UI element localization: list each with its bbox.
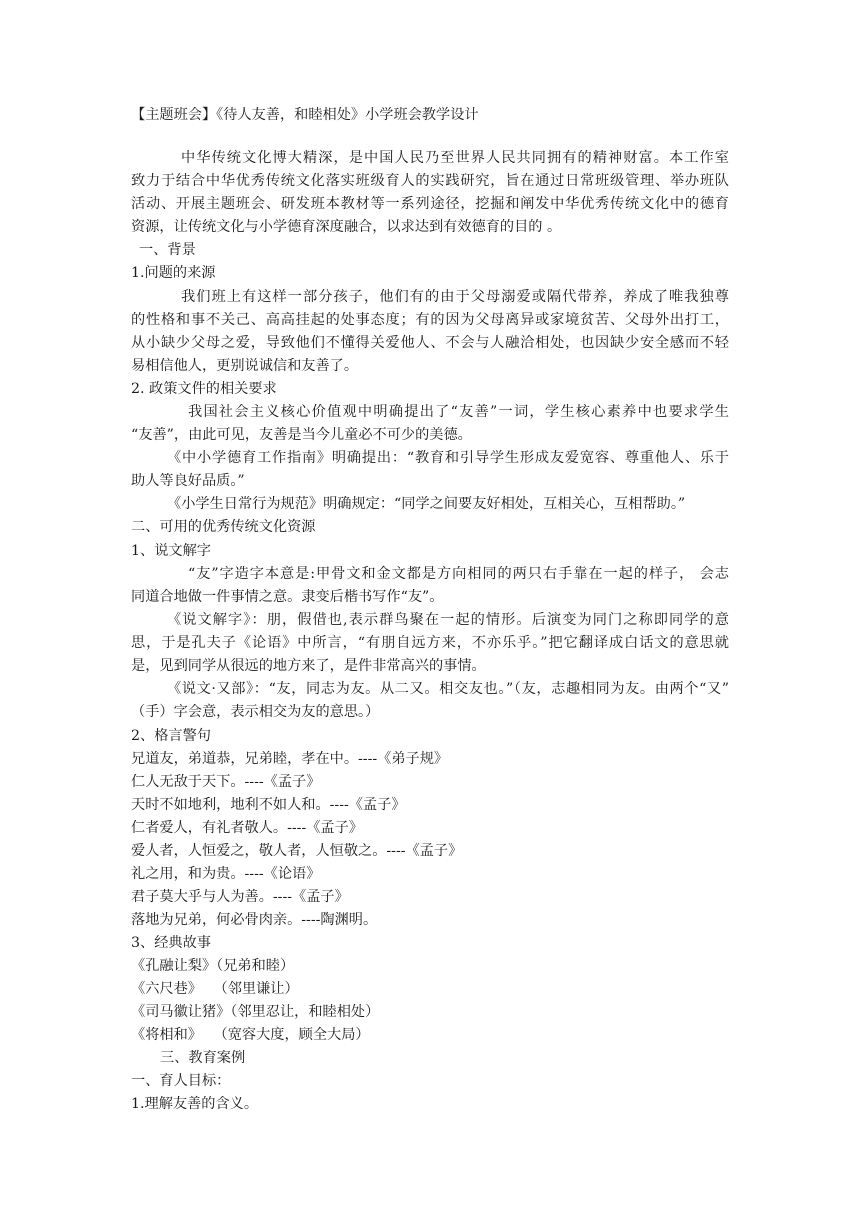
paragraph-line: 我国社会主义核心价值观中明确提出了“友善”一词，学生核心素养中也要求学生: [188, 404, 729, 420]
intro-line: 致力于结合中华优秀传统文化落实班级育人的实践研究，旨在通过日常班级管理、举办班队: [131, 173, 729, 189]
subsection-heading: 1.问题的来源: [131, 265, 216, 281]
quote-line: 兄道友，弟道恭，兄弟睦，孝在中。----《弟子规》: [131, 751, 449, 767]
paragraph-line: 我们班上有这样一部分孩子，他们有的由于父母溺爱或隔代带养，养成了唯我独尊: [181, 289, 729, 305]
document-title: 【主题班会】《待人友善，和睦相处》小学班会教学设计: [131, 107, 479, 123]
intro-line: 资源，让传统文化与小学德育深度融合，以求达到有效德育的目的 。: [131, 219, 562, 235]
subsection-heading: 2、格言警句: [131, 728, 211, 744]
subsection-heading: 3、经典故事: [131, 935, 211, 951]
paragraph-line: 的性格和事不关己、高高挂起的处事态度；有的因为父母离异或家境贫苦、父母外出打工，: [131, 312, 729, 328]
subsection-heading: 2. 政策文件的相关要求: [131, 381, 277, 397]
story-line: 《孔融让梨》（兄弟和睦）: [131, 958, 295, 974]
paragraph-line: 思，于是孔夫子《论语》中所言，“有朋自远方来，不亦乐乎。”把它翻译成白话文的意思就: [131, 635, 729, 651]
paragraph-line: 助人等良好品质。”: [131, 473, 245, 489]
quote-line: 天时不如地利，地利不如人和。----《孟子》: [131, 797, 406, 813]
paragraph-line: 易相信他人，更别说诚信和友善了。: [131, 358, 359, 374]
paragraph-line: （手）字会意，表示相交为友的意思。）: [131, 704, 380, 720]
paragraph-line: 从小缺少父母之爱，导致他们不懂得关爱他人、不会与人融洽相处，也因缺少安全感而不轻: [131, 335, 729, 351]
section-heading: 二、可用的优秀传统文化资源: [131, 519, 316, 535]
paragraph-line: 《说文·又部》：“友，同志为友。从二又。相交友也。”（友，志趣相同为友。由两个“又”: [167, 681, 729, 697]
story-line: 《司马徽让猪》（邻里忍让，和睦相处）: [131, 1004, 380, 1020]
quote-line: 落地为兄弟，何必骨肉亲。----陶渊明。: [131, 912, 378, 928]
quote-line: 仁人无敌于天下。----《孟子》: [131, 774, 321, 790]
quote-line: 仁者爱人，有礼者敬人。----《孟子》: [131, 820, 363, 836]
subsection-heading: 一、育人目标：: [131, 1073, 231, 1089]
quote-line: 君子莫大乎与人为善。----《孟子》: [131, 889, 349, 905]
paragraph-line: 《小学生日常行为规范》明确规定：“同学之间要友好相处，互相关心，互相帮助。”: [167, 496, 686, 512]
list-item: 1.理解友善的含义。: [131, 1096, 259, 1112]
section-heading: 一、背景: [139, 242, 196, 258]
intro-line: 中华传统文化博大精深，是中国人民乃至世界人民共同拥有的精神财富。本工作室: [181, 150, 729, 166]
intro-line: 活动、开展主题班会、研发班本教材等一系列途径，挖掘和阐发中华优秀传统文化中的德育: [131, 196, 729, 212]
paragraph-line: “友”字造字本意是:甲骨文和金文都是方向相同的两只右手靠在一起的样子， 会志: [188, 566, 729, 582]
story-line: 《六尺巷》 （邻里谦让）: [131, 981, 299, 997]
quote-line: 爱人者，人恒爱之，敬人者，人恒敬之。----《孟子》: [131, 843, 463, 859]
subsection-heading: 1、说文解字: [131, 543, 211, 559]
paragraph-line: 《说文解字》：朋，假借也,表示群鸟聚在一起的情形。后演变为同门之称即同学的意: [167, 612, 729, 628]
quote-line: 礼之用，和为贵。----《论语》: [131, 866, 321, 882]
paragraph-line: 是，见到同学从很远的地方来了，是件非常高兴的事情。: [131, 658, 486, 674]
paragraph-line: “友善”，由此可见，友善是当今儿童必不可少的美德。: [131, 427, 472, 443]
paragraph-line: 《中小学德育工作指南》明确提出：“教育和引导学生形成友爱宽容、尊重他人、乐于: [167, 450, 729, 466]
paragraph-line: 同道合地做一件事情之意。隶变后楷书写作“友”。: [131, 589, 444, 605]
story-line: 《将相和》 （宽容大度，顾全大局）: [131, 1027, 370, 1043]
section-heading: 三、教育案例: [160, 1050, 246, 1066]
